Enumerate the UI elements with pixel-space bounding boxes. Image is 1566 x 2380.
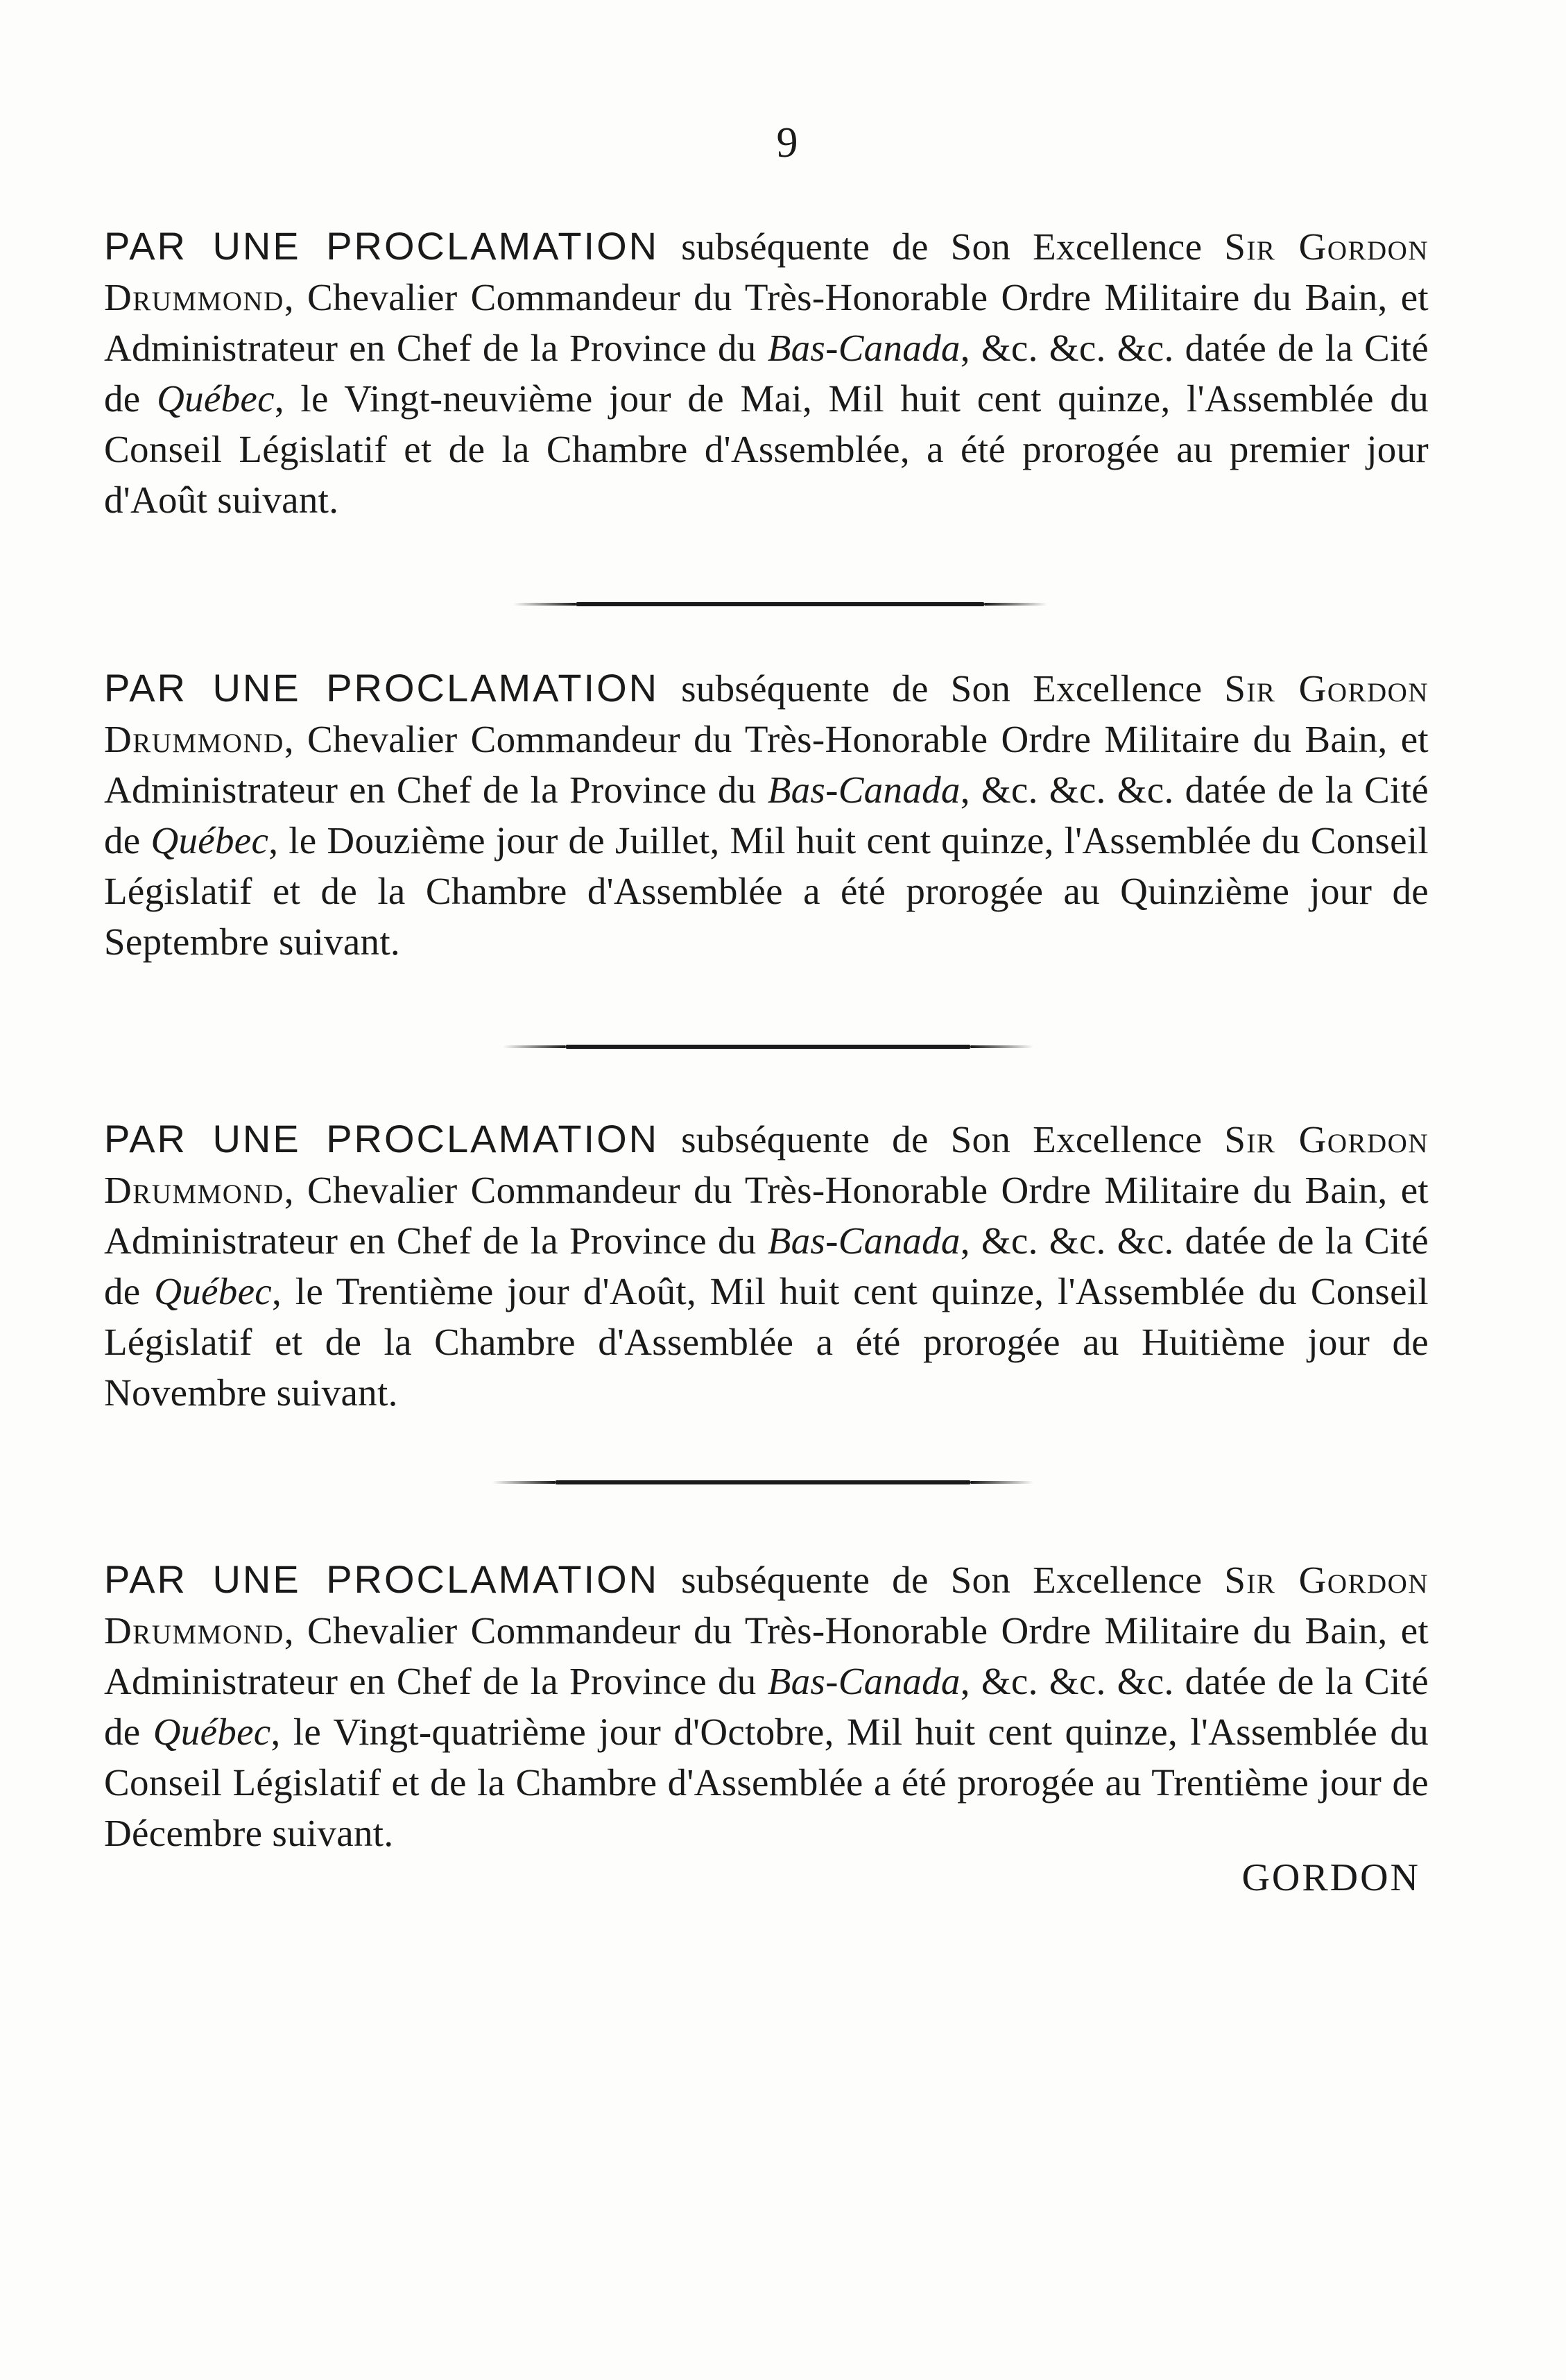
province-name: Bas-Canada [767, 327, 961, 369]
province-name: Bas-Canada [767, 1219, 961, 1262]
governor-name: Sir Gordon Drummond [104, 1118, 1429, 1211]
text-run: , &c. &c. &c. datée de la Cité de [104, 769, 1429, 862]
proclamation-text [104, 1554, 1429, 1858]
text-run: , le Vingt-neuvième jour de Mai, Mil huit cent quinze, l'Assemblée du Conseil Législatif et de la Chambre d'Assemblée, a été prorogée au premier jour d'Août suivant. [104, 377, 1429, 521]
city-name: Québec [157, 377, 275, 420]
proclamation-paragraph-4 [104, 1554, 1429, 1858]
governor-name: Sir Gordon Drummond [104, 225, 1429, 318]
text-run: , le Trentième jour d'Août, Mil huit cent quinze, l'Assemblée du Conseil Législatif et de la Chambre d'Assemblée a été prorogée au Huitième jour de Novembre suivant. [104, 1270, 1429, 1414]
proclamation-heading: PAR UNE PROCLAMATION [104, 1117, 660, 1161]
proclamation-heading: PAR UNE PROCLAMATION [104, 1557, 660, 1601]
governor-name: Sir Gordon Drummond [104, 1559, 1429, 1652]
proclamation-heading: PAR UNE PROCLAMATION [104, 666, 660, 710]
section-divider [555, 1480, 971, 1484]
text-run: , &c. &c. &c. datée de la Cité de [104, 1219, 1429, 1312]
text-run: subséquente de Son Excellence [659, 667, 1225, 710]
text-run: , &c. &c. &c. datée de la Cité de [104, 327, 1429, 420]
proclamation-paragraph-3 [104, 1113, 1429, 1418]
text-run: subséquente de Son Excellence [659, 1118, 1225, 1161]
proclamation-paragraph-2 [104, 662, 1429, 967]
proclamation-heading: PAR UNE PROCLAMATION [104, 224, 660, 268]
city-name: Québec [154, 1270, 272, 1312]
text-run: subséquente de Son Excellence [659, 225, 1225, 268]
governor-name: Sir Gordon Drummond [104, 667, 1429, 760]
text-run: , le Douzième jour de Juillet, Mil huit cent quinze, l'Assemblée du Conseil Législatif et de la Chambre d'Assemblée a été prorogée au Quinzième jour de Septembre suivant. [104, 819, 1429, 963]
section-divider [576, 602, 985, 606]
text-run: subséquente de Son Excellence [659, 1559, 1225, 1601]
text-run: , Chevalier Commandeur du Très-Honorable Ordre Militaire du Bain, et Administrateur en Chef de la Province du [104, 276, 1429, 369]
province-name: Bas-Canada [767, 769, 961, 811]
page-number: 9 [776, 119, 798, 166]
section-divider [565, 1045, 971, 1049]
province-name: Bas-Canada [767, 1660, 961, 1702]
proclamation-text [104, 221, 1429, 525]
text-run: , Chevalier Commandeur du Très-Honorable Ordre Militaire du Bain, et Administrateur en Chef de la Province du [104, 1169, 1429, 1262]
text-run: , Chevalier Commandeur du Très-Honorable Ordre Militaire du Bain, et Administrateur en Chef de la Province du [104, 1609, 1429, 1702]
text-run: , Chevalier Commandeur du Très-Honorable Ordre Militaire du Bain, et Administrateur en Chef de la Province du [104, 718, 1429, 811]
text-run: , le Vingt-quatrième jour d'Octobre, Mil huit cent quinze, l'Assemblée du Conseil Législatif et de la Chambre d'Assemblée a été prorogée au Trentième jour de Décembre suivant. [104, 1711, 1429, 1854]
city-name: Québec [153, 1711, 271, 1753]
proclamation-text [104, 662, 1429, 967]
proclamation-paragraph-1 [104, 221, 1429, 525]
text-run: , &c. &c. &c. datée de la Cité de [104, 1660, 1429, 1753]
proclamation-text [104, 1113, 1429, 1418]
city-name: Québec [150, 819, 269, 862]
signature: GORDON [1241, 1856, 1420, 1899]
